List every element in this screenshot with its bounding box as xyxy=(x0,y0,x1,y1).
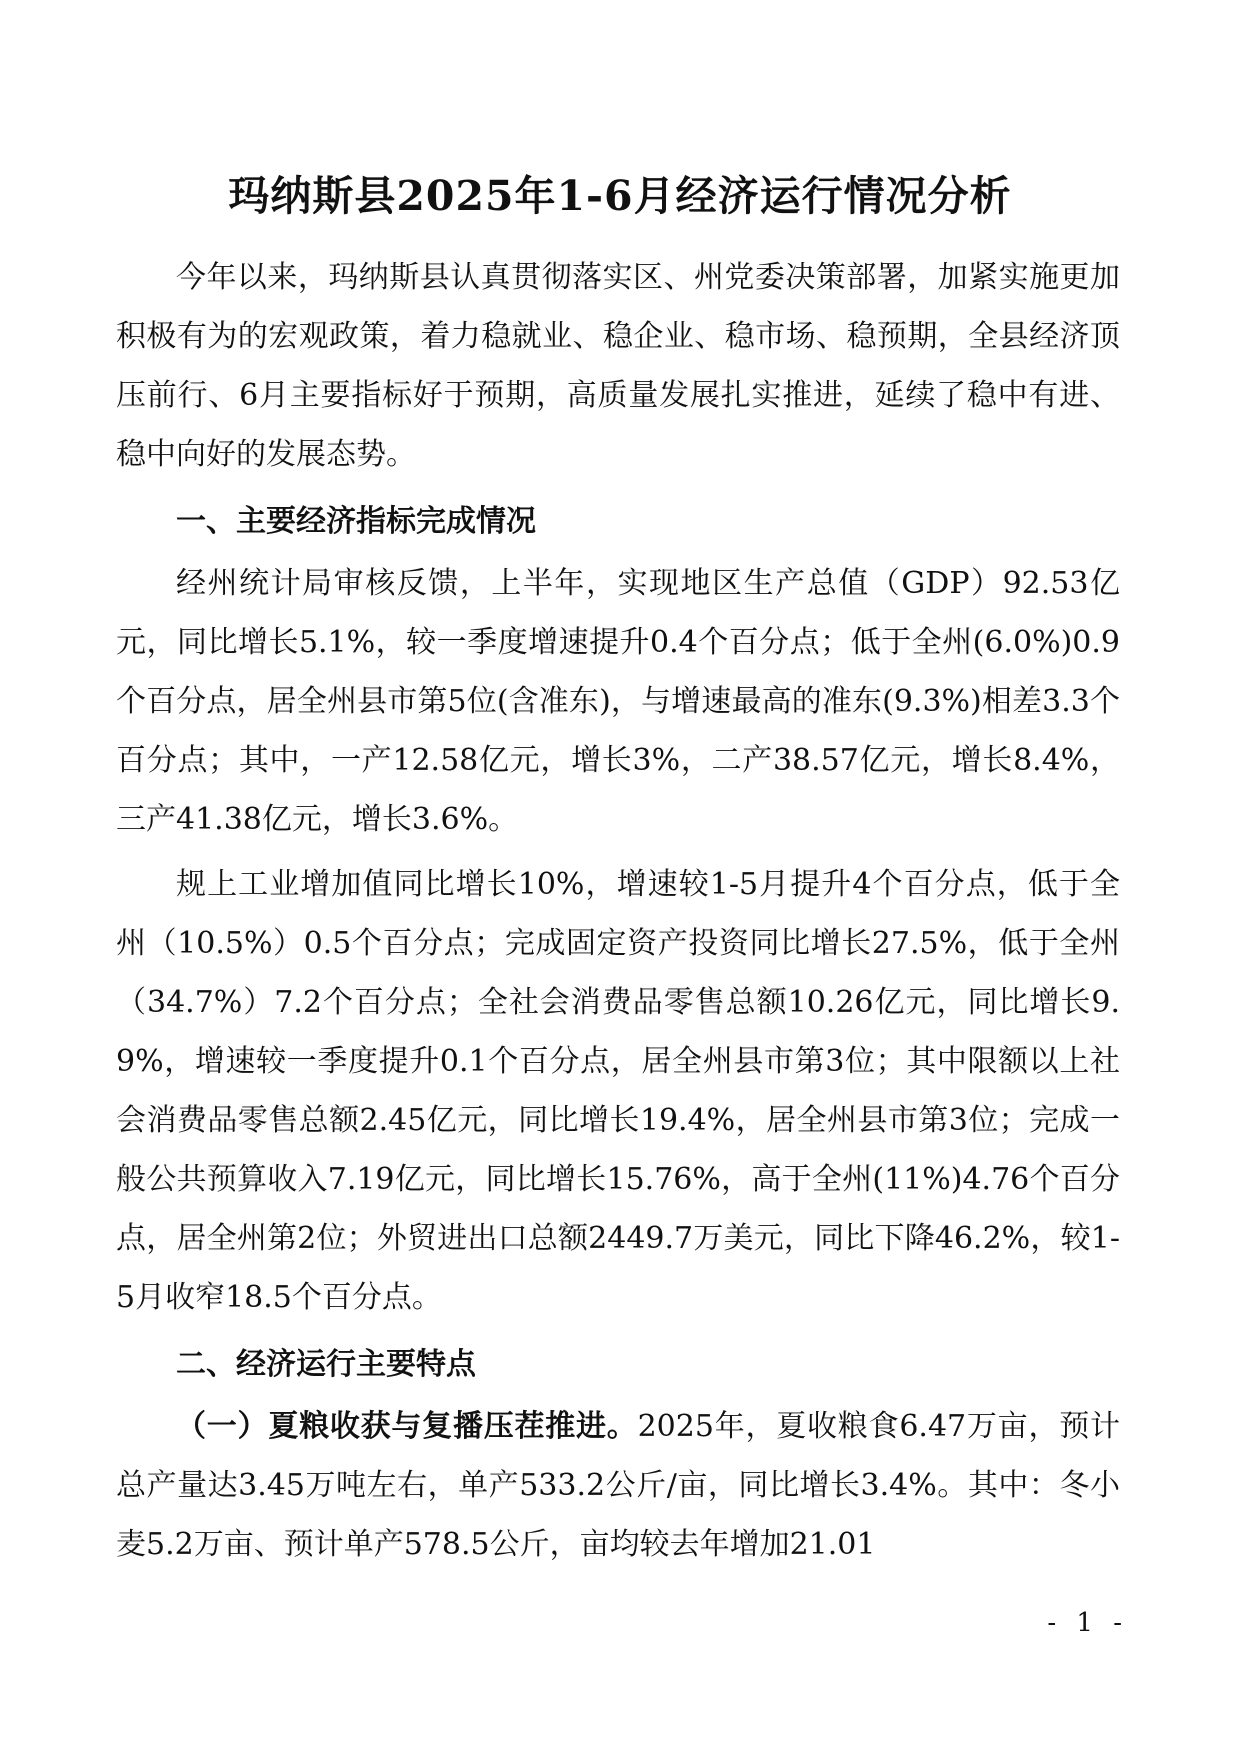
document-title: 玛纳斯县2025年1-6月经济运行情况分析 xyxy=(228,172,1012,220)
subsection-lead: （一）夏粮收获与复播压茬推进。 xyxy=(176,1409,638,1444)
intro-paragraph: 今年以来，玛纳斯县认真贯彻落实区、州党委决策部署，加紧实施更加积极有为的宏观政策，着力稳就业、稳企业、稳市场、稳预期，全县经济顶压前行、6月主要指标好于预期，高质量发展扎实推进，延续了稳中有进、稳中向好的发展态势。 xyxy=(116,260,1120,472)
section2-paragraph-1 xyxy=(116,1397,1120,1574)
section-heading-1: 一、主要经济指标完成情况 xyxy=(176,504,536,539)
page-number: - 1 - xyxy=(1047,1608,1128,1638)
section1-paragraph-2: 规上工业增加值同比增长10%，增速较1-5月提升4个百分点，低于全州（10.5%）0.5个百分点；完成固定资产投资同比增长27.5%，低于全州（34.7%）7.2个百分点；全社会消费品零售总额10.26亿元，同比增长9.9%，增速较一季度提升0.1个百分点，居全州县市第3位；其中限额以上社会消费品零售总额2.45亿元，同比增长19.4%，居全州县市第3位；完成一般公共预算收入7.19亿元，同比增长15.76%，高于全州(11%)4.76个百分点，居全州第2位；外贸进出口总额2449.7万美元，同比下降46.2%，较1-5月收窄18.5个百分点。 xyxy=(116,867,1120,1315)
document-body xyxy=(116,248,1120,1574)
section1-paragraph-1: 经州统计局审核反馈，上半年，实现地区生产总值（GDP）92.53亿元，同比增长5.1%，较一季度增速提升0.4个百分点；低于全州(6.0%)0.9个百分点，居全州县市第5位(含准东)，与增速最高的准东(9.3%)相差3.3个百分点；其中，一产12.58亿元，增长3%，二产38.57亿元，增长8.4%，三产41.38亿元，增长3.6%。 xyxy=(116,566,1120,837)
subsection-text: 2025年，夏收粮食6.47万亩，预计总产量达3.45万吨左右，单产533.2公斤/亩，同比增长3.4%。其中：冬小麦5.2万亩、预计单产578.5公斤，亩均较去年增加21.01 xyxy=(116,1409,1121,1562)
section-heading-2: 二、经济运行主要特点 xyxy=(176,1347,476,1382)
